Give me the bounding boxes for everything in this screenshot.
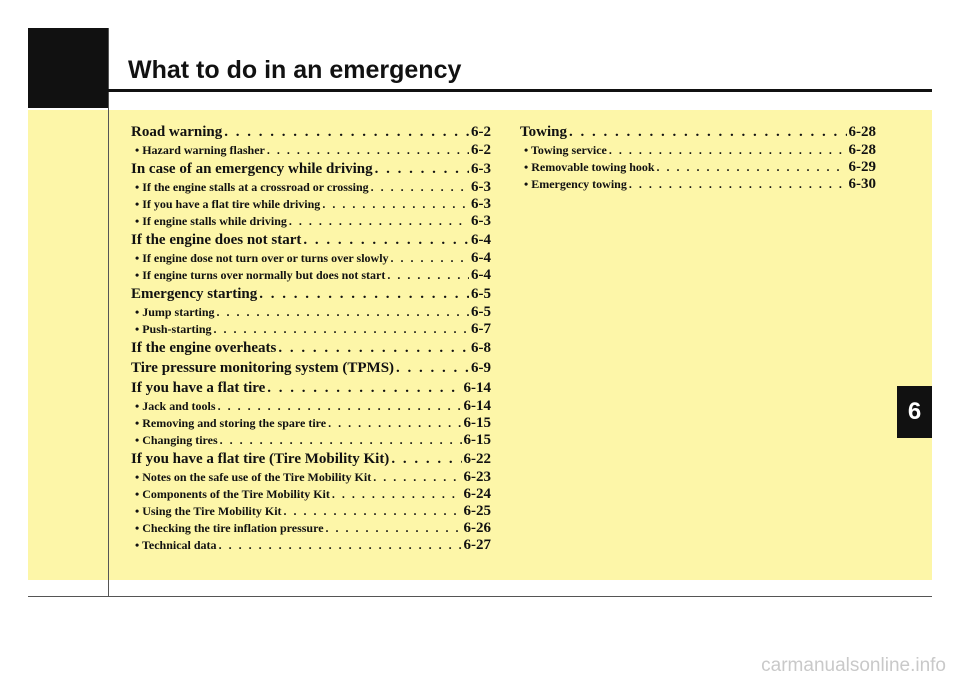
toc-page-number: 6-27	[463, 537, 491, 553]
toc-entry-main[interactable]	[131, 159, 491, 179]
toc-leader-dots	[303, 230, 469, 250]
toc-leader-dots	[657, 159, 847, 176]
toc-leader-dots	[629, 176, 847, 193]
toc-leader-dots	[391, 250, 469, 267]
toc-page-number: 6-3	[471, 196, 491, 212]
toc-entry-label: • If engine dose not turn over or turns over slowly	[135, 251, 389, 265]
corner-black-tab	[28, 28, 108, 108]
toc-entry-main[interactable]	[131, 338, 491, 358]
toc-entry-label: If you have a flat tire	[131, 380, 266, 396]
toc-entry-main[interactable]	[131, 122, 491, 142]
toc-entry-label: • Push-starting	[135, 322, 212, 336]
toc-leader-dots	[373, 469, 461, 486]
toc-entry-sub[interactable]	[520, 176, 876, 193]
toc-page-number: 6-28	[848, 124, 876, 140]
toc-leader-dots	[328, 415, 461, 432]
toc-entry-main[interactable]	[131, 378, 491, 398]
toc-leader-dots	[259, 284, 469, 304]
toc-entry-main[interactable]	[131, 284, 491, 304]
toc-page-number: 6-9	[471, 360, 491, 376]
toc-entry-label: Tire pressure monitoring system (TPMS)	[131, 360, 395, 376]
toc-leader-dots	[224, 122, 469, 142]
toc-leader-dots	[326, 520, 462, 537]
toc-entry-label: • Emergency towing	[524, 177, 627, 191]
toc-leader-dots	[267, 378, 461, 398]
toc-entry-label: If the engine overheats	[131, 340, 277, 356]
title-rule	[108, 89, 932, 92]
toc-leader-dots	[391, 449, 461, 469]
toc-entry-label: • Technical data	[135, 538, 217, 552]
toc-page-number: 6-8	[471, 340, 491, 356]
toc-leader-dots	[217, 304, 469, 321]
toc-entry-sub[interactable]	[131, 432, 491, 449]
bottom-rule	[28, 596, 932, 597]
toc-entry-sub[interactable]	[131, 321, 491, 338]
toc-entry-sub[interactable]	[131, 469, 491, 486]
toc-entry-sub[interactable]	[131, 304, 491, 321]
toc-page-number: 6-4	[471, 267, 491, 283]
toc-entry-label: In case of an emergency while driving	[131, 161, 373, 177]
toc-page-number: 6-22	[463, 451, 491, 467]
toc-entry-label: If the engine does not start	[131, 232, 302, 248]
toc-page-number: 6-2	[471, 142, 491, 158]
vertical-rule	[108, 28, 109, 596]
toc-entry-main[interactable]	[520, 122, 876, 142]
toc-leader-dots	[218, 398, 462, 415]
toc-entry-sub[interactable]	[131, 503, 491, 520]
watermark-text: carmanualsonline.info	[761, 655, 946, 676]
toc-page-number: 6-7	[471, 321, 491, 337]
toc-page-number: 6-2	[471, 124, 491, 140]
toc-page-number: 6-15	[463, 415, 491, 431]
toc-leader-dots	[375, 159, 469, 179]
toc-entry-label: • Changing tires	[135, 433, 218, 447]
toc-entry-sub[interactable]	[520, 159, 876, 176]
toc-column-left	[131, 122, 491, 554]
toc-entry-sub[interactable]	[131, 520, 491, 537]
toc-entry-label: • Checking the tire inflation pressure	[135, 521, 324, 535]
toc-leader-dots	[214, 321, 469, 338]
toc-page-number: 6-30	[848, 176, 876, 192]
toc-page-number: 6-14	[463, 380, 491, 396]
toc-leader-dots	[278, 338, 469, 358]
toc-entry-sub[interactable]	[131, 398, 491, 415]
toc-entry-label: • Removable towing hook	[524, 160, 655, 174]
toc-leader-dots	[609, 142, 847, 159]
toc-entry-label: • Notes on the safe use of the Tire Mobility Kit	[135, 470, 372, 484]
toc-entry-label: • Jack and tools	[135, 399, 216, 413]
toc-page-number: 6-26	[463, 520, 491, 536]
toc-leader-dots	[219, 537, 462, 554]
toc-entry-sub[interactable]	[131, 196, 491, 213]
toc-entry-main[interactable]	[131, 358, 491, 378]
toc-page-number: 6-4	[471, 232, 491, 248]
toc-page-number: 6-15	[463, 432, 491, 448]
toc-page-number: 6-14	[463, 398, 491, 414]
toc-leader-dots	[332, 486, 462, 503]
toc-page-number: 6-29	[848, 159, 876, 175]
toc-entry-label: Road warning	[131, 124, 223, 140]
toc-entry-label: • If the engine stalls at a crossroad or crossing	[135, 180, 369, 194]
toc-leader-dots	[284, 503, 462, 520]
toc-leader-dots	[322, 196, 469, 213]
toc-page-number: 6-24	[463, 486, 491, 502]
toc-entry-label: • Using the Tire Mobility Kit	[135, 504, 282, 518]
toc-entry-sub[interactable]	[131, 179, 491, 196]
toc-entry-sub[interactable]	[131, 142, 491, 159]
chapter-tab[interactable]	[897, 386, 932, 438]
toc-page-number: 6-4	[471, 250, 491, 266]
toc-entry-label: • Components of the Tire Mobility Kit	[135, 487, 330, 501]
toc-entry-main[interactable]	[131, 230, 491, 250]
chapter-number: 6	[907, 398, 922, 425]
toc-entry-sub[interactable]	[131, 213, 491, 230]
toc-entry-sub[interactable]	[131, 267, 491, 284]
toc-page-number: 6-3	[471, 161, 491, 177]
toc-entry-sub[interactable]	[520, 142, 876, 159]
toc-entry-label: • Removing and storing the spare tire	[135, 416, 327, 430]
toc-entry-label: • If engine stalls while driving	[135, 214, 287, 228]
toc-leader-dots	[267, 142, 469, 159]
toc-page-number: 6-25	[463, 503, 491, 519]
toc-leader-dots	[387, 267, 469, 284]
toc-page-number: 6-5	[471, 286, 491, 302]
toc-entry-sub[interactable]	[131, 250, 491, 267]
toc-page-number: 6-3	[471, 213, 491, 229]
toc-entry-label: • If engine turns over normally but does not start	[135, 268, 386, 282]
toc-entry-sub[interactable]	[131, 537, 491, 554]
toc-entry-label: • Jump starting	[135, 305, 215, 319]
toc-entry-sub[interactable]	[131, 415, 491, 432]
toc-leader-dots	[569, 122, 847, 142]
toc-entry-label: • Towing service	[524, 143, 607, 157]
toc-page-number: 6-3	[471, 179, 491, 195]
toc-leader-dots	[220, 432, 462, 449]
toc-column-right	[520, 122, 876, 193]
toc-page-number: 6-5	[471, 304, 491, 320]
toc-entry-label: • If you have a flat tire while driving	[135, 197, 321, 211]
toc-leader-dots	[289, 213, 469, 230]
toc-entry-sub[interactable]	[131, 486, 491, 503]
toc-entry-label: Emergency starting	[131, 286, 258, 302]
toc-entry-label: • Hazard warning flasher	[135, 143, 265, 157]
toc-entry-label: If you have a flat tire (Tire Mobility Kit)	[131, 451, 390, 467]
toc-leader-dots	[371, 179, 469, 196]
toc-entry-main[interactable]	[131, 449, 491, 469]
toc-page-number: 6-23	[463, 469, 491, 485]
toc-leader-dots	[396, 358, 469, 378]
toc-entry-label: Towing	[520, 124, 567, 140]
toc-page-number: 6-28	[848, 142, 876, 158]
page-title: What to do in an emergency	[128, 56, 462, 84]
